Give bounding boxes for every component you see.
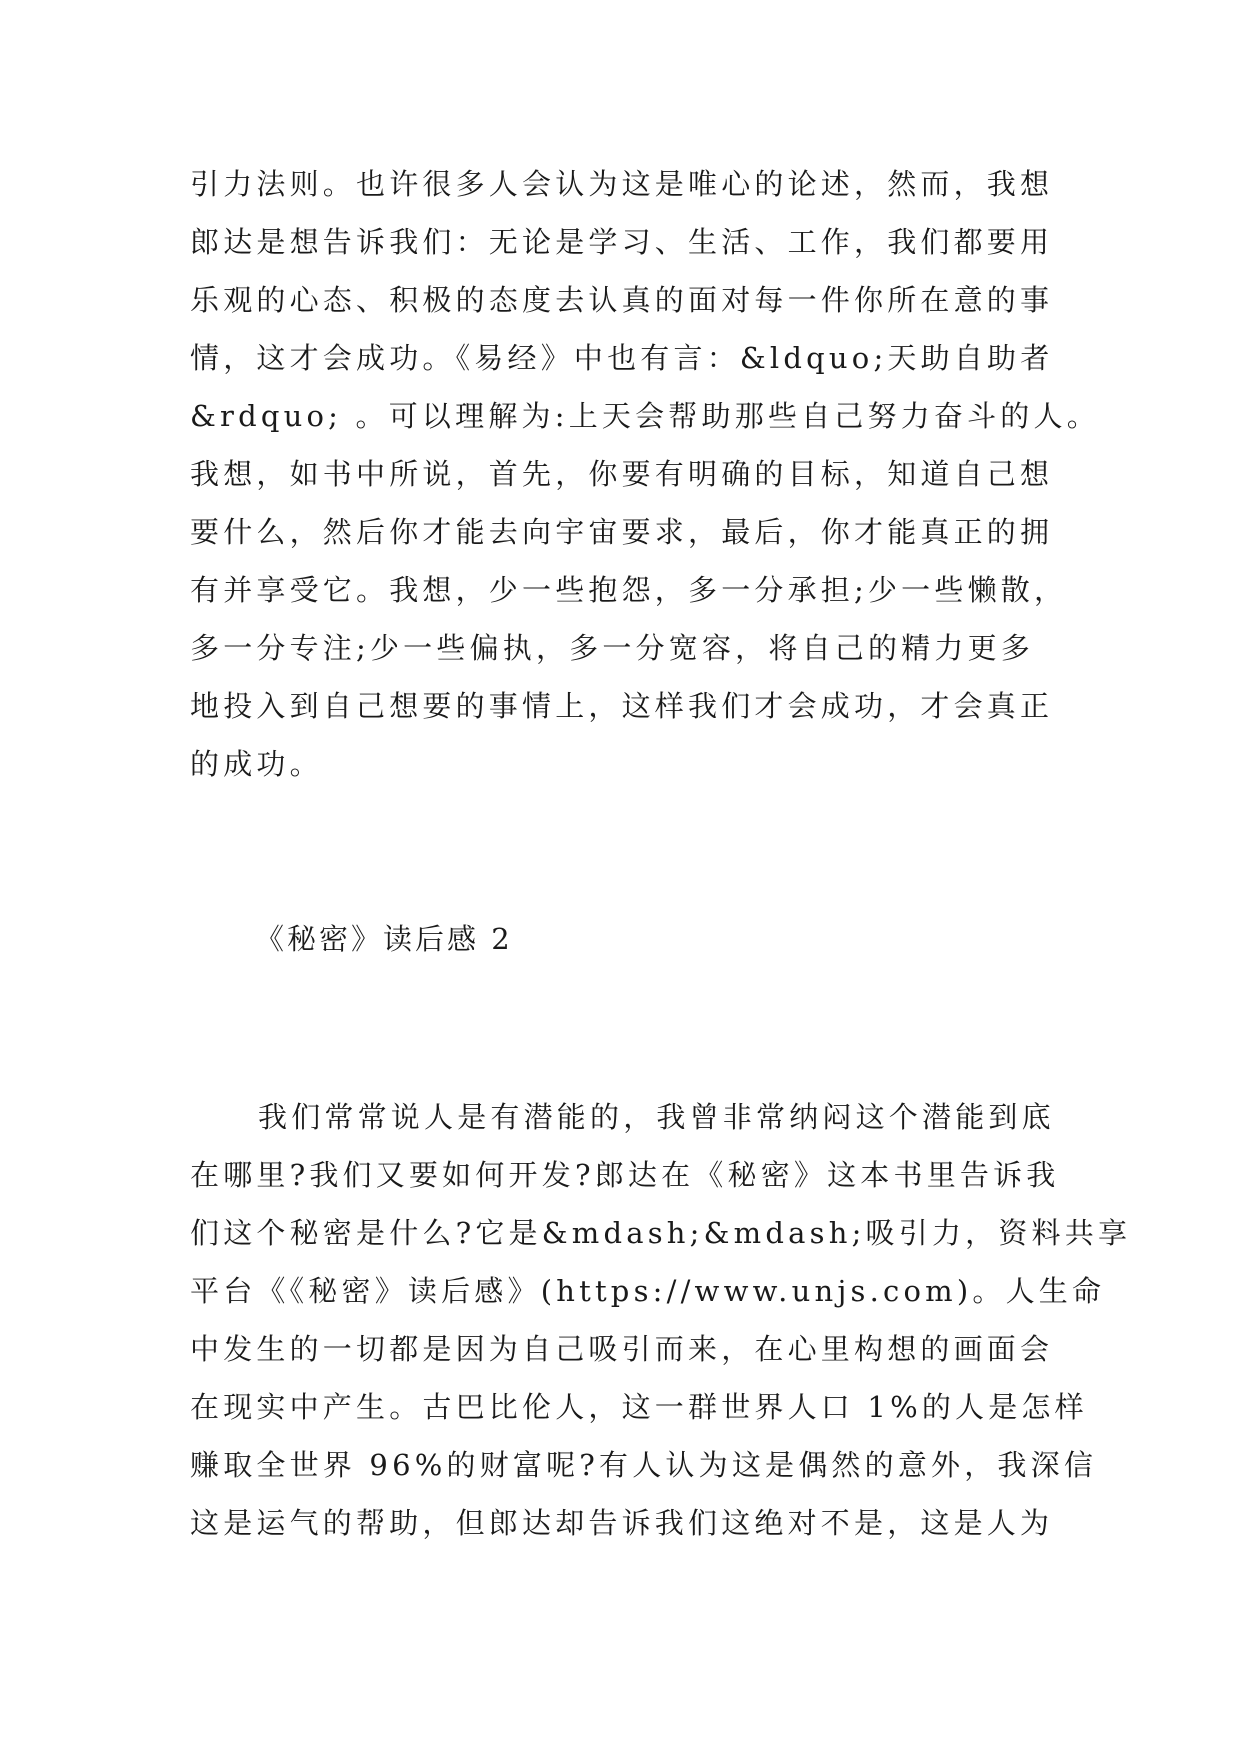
paragraph-line: 多一分专注;少一些偏执，多一分宽容，将自己的精力更多 — [190, 631, 1034, 665]
paragraph-2 — [190, 1088, 1132, 1552]
paragraph-line: &rdquo; 。可以理解为:上天会帮助那些自己努力奋斗的人。 — [190, 399, 1100, 433]
section-heading-text: 《秘密》读后感 2 — [255, 922, 513, 956]
paragraph-line: 平台《《秘密》读后感》(https://www.unjs.com)。人生命 — [190, 1274, 1106, 1308]
paragraph-line: 郎达是想告诉我们：无论是学习、生活、工作，我们都要用 — [190, 225, 1054, 259]
paragraph-line: 在现实中产生。古巴比伦人，这一群世界人口 1%的人是怎样 — [190, 1390, 1088, 1424]
section-heading — [255, 910, 1115, 968]
paragraph-line: 在哪里?我们又要如何开发?郎达在《秘密》这本书里告诉我 — [190, 1158, 1060, 1192]
paragraph-line: 我想，如书中所说，首先，你要有明确的目标，知道自己想 — [190, 457, 1054, 491]
paragraph-line: 有并享受它。我想，少一些抱怨，多一分承担;少一些懒散， — [190, 573, 1068, 607]
paragraph-line: 我们常常说人是有潜能的，我曾非常纳闷这个潜能到底 — [258, 1100, 1055, 1134]
paragraph-line: 乐观的心态、积极的态度去认真的面对每一件你所在意的事 — [190, 283, 1054, 317]
paragraph-line: 地投入到自己想要的事情上，这样我们才会成功，才会真正 — [190, 689, 1054, 723]
paragraph-line: 要什么，然后你才能去向宇宙要求，最后，你才能真正的拥 — [190, 515, 1054, 549]
paragraph-line: 中发生的一切都是因为自己吸引而来，在心里构想的画面会 — [190, 1332, 1054, 1366]
paragraph-line: 引力法则。也许很多人会认为这是唯心的论述，然而，我想 — [190, 167, 1054, 201]
paragraph-line: 的成功。 — [190, 747, 323, 781]
paragraph-1 — [190, 155, 1100, 793]
paragraph-line: 情，这才会成功。《易经》中也有言：&ldquo;天助自助者 — [190, 341, 1054, 375]
paragraph-line: 们这个秘密是什么?它是&mdash;&mdash;吸引力，资料共享 — [190, 1216, 1132, 1250]
paragraph-line: 赚取全世界 96%的财富呢?有人认为这是偶然的意外，我深信 — [190, 1448, 1098, 1482]
paragraph-line: 这是运气的帮助，但郎达却告诉我们这绝对不是，这是人为 — [190, 1506, 1054, 1540]
